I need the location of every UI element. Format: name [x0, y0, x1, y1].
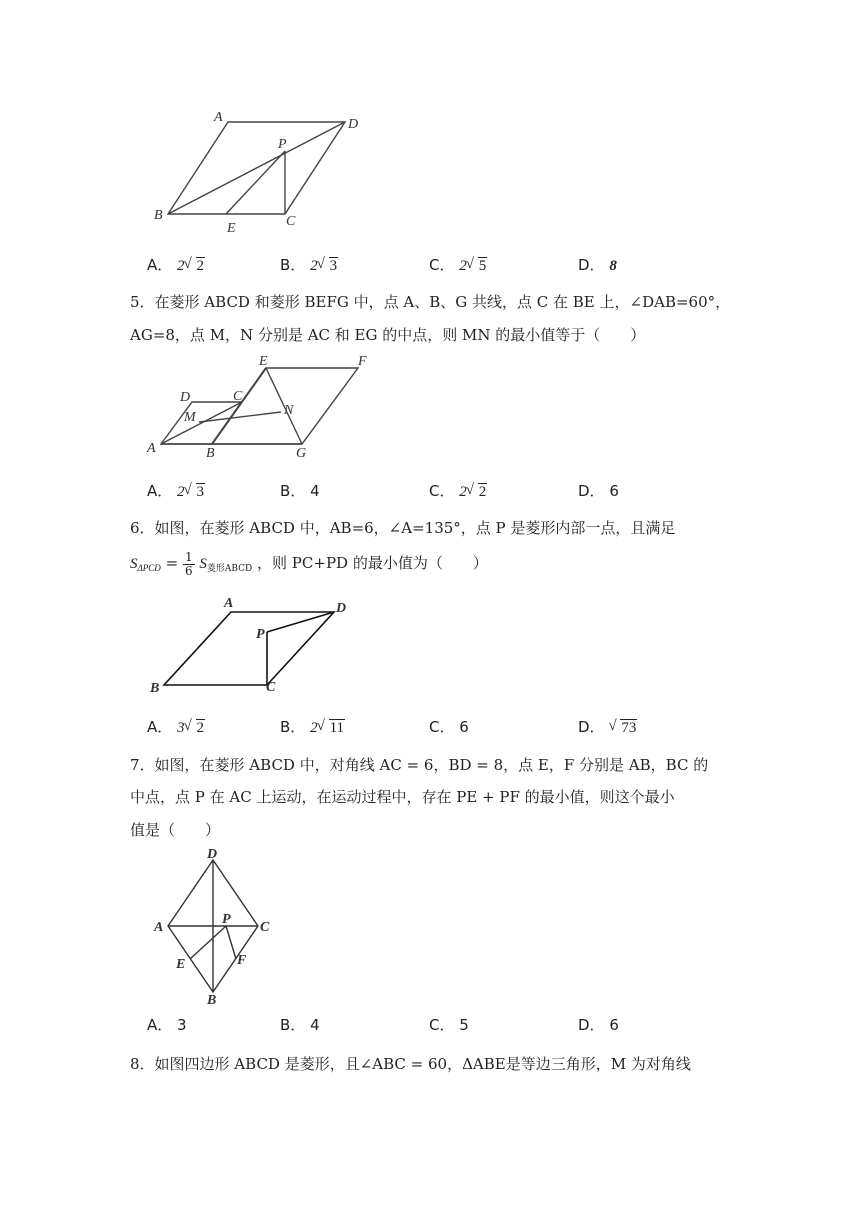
q7-option-a[interactable]: A． 3	[147, 1016, 187, 1034]
q7-label-c: C	[260, 920, 270, 935]
q4-option-b[interactable]: B． 2√ 3	[280, 254, 338, 275]
q6-figure	[146, 592, 376, 696]
q7-options	[147, 1014, 787, 1038]
q6-label-c: C	[266, 680, 276, 695]
q6-label-b: B	[150, 681, 160, 696]
q5-label-g: G	[296, 446, 307, 460]
q7-option-d[interactable]: D． 6	[578, 1016, 619, 1034]
q5-label-a: A	[147, 441, 156, 456]
q7-figure	[150, 846, 280, 1006]
q5-text-line2: AG=8，点 M，N 分别是 AC 和 EG 的中点，则 MN 的最小值等于（ ）	[130, 326, 646, 344]
q4-figure	[148, 108, 378, 236]
q5-label-c: C	[233, 389, 243, 404]
q7-label-e: E	[176, 957, 186, 972]
q4-label-e: E	[227, 221, 236, 236]
q4-options	[147, 254, 787, 278]
q5-text-line1: 5．在菱形 ABCD 和菱形 BEFG 中，点 A、B、G 共线，点 C 在 BE 上，∠DAB=60°，	[130, 293, 731, 311]
q7-text-line2: 中点，点 P 在 AC 上运动，在运动过程中，存在 PE + PF 的最小值，则这个最小	[130, 788, 675, 806]
q7-label-p: P	[222, 912, 231, 927]
q7-option-c[interactable]: C． 5	[429, 1016, 469, 1034]
q6-option-d[interactable]: D． √ 73	[578, 716, 637, 737]
q5-option-a[interactable]: A． 2√ 3	[147, 480, 205, 501]
q5-label-f: F	[358, 354, 367, 369]
q5-figure	[146, 350, 376, 460]
q7-option-b[interactable]: B． 4	[280, 1016, 320, 1034]
q4-option-a[interactable]: A． 2√ 2	[147, 254, 205, 275]
q4-label-a: A	[214, 110, 223, 125]
q6-option-b[interactable]: B． 2√ 11	[280, 716, 345, 737]
q7-label-b: B	[207, 993, 217, 1006]
q5-options	[147, 480, 787, 504]
q5-option-d[interactable]: D． 6	[578, 482, 619, 500]
q4-label-p: P	[278, 137, 287, 152]
q4-option-c[interactable]: C． 2√ 5	[429, 254, 487, 275]
q4-label-d: D	[348, 117, 359, 132]
q7-text-line1: 7．如图，在菱形 ABCD 中，对角线 AC = 6，BD = 8，点 E，F 分别是 AB，BC 的	[130, 756, 709, 774]
q5-label-e: E	[259, 354, 268, 369]
q6-text-line2: $S_{\Delta PCD}$ = $\frac{1}{6}$ $S_{菱形ABCD}$ ，则 PC+PD 的最小值为（ ）	[130, 549, 488, 578]
q6-options	[147, 716, 787, 740]
q6-option-c[interactable]: C． 6	[429, 718, 469, 736]
q6-text-line1: 6．如图，在菱形 ABCD 中，AB=6，∠A=135°，点 P 是菱形内部一点，且满足	[130, 519, 676, 537]
q5-label-m: M	[184, 410, 196, 425]
q8-text-line1: 8．如图四边形 ABCD 是菱形，且∠ABC = 60，ΔABE是等边三角形，M 为对角线	[130, 1055, 691, 1073]
q7-label-d: D	[207, 847, 218, 862]
q5-label-d: D	[180, 390, 191, 405]
q4-option-d[interactable]: D． 8	[578, 256, 617, 274]
q4-label-b: B	[154, 208, 163, 223]
q5-label-n: N	[284, 403, 294, 418]
q5-label-b: B	[206, 446, 215, 460]
q6-label-d: D	[336, 601, 347, 616]
q5-option-b[interactable]: B． 4	[280, 482, 320, 500]
q6-label-p: P	[256, 627, 265, 642]
q7-text-line3: 值是（ ）	[130, 821, 221, 839]
q4-label-c: C	[286, 214, 296, 229]
q7-label-f: F	[237, 953, 247, 968]
q5-option-c[interactable]: C． 2√ 2	[429, 480, 487, 501]
q6-label-a: A	[224, 596, 234, 611]
q6-option-a[interactable]: A． 3√ 2	[147, 716, 205, 737]
q7-label-a: A	[154, 920, 164, 935]
